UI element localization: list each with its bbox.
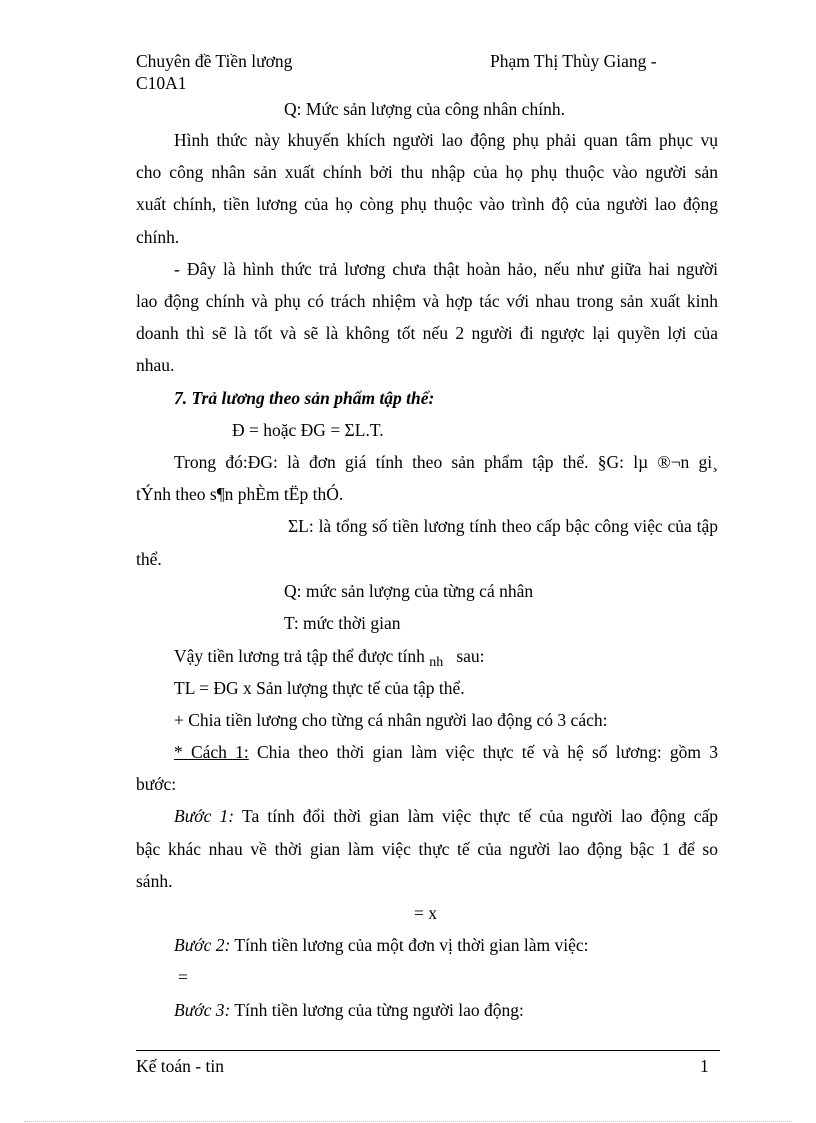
text-span: Ta tính đổi thời gian làm việc thực tế của người lao động cấp xyxy=(234,806,718,826)
paragraph-line: bước: xyxy=(136,774,177,794)
paragraph-line: xuất chính, tiền lương của họ còng phụ thuộc vào trình độ của người lao động xyxy=(136,194,718,214)
definition-line: T: mức thời gian xyxy=(284,613,401,633)
paragraph-line xyxy=(174,741,718,763)
page-number: 1 xyxy=(700,1056,709,1076)
paragraph-line: ΣL: là tổng số tiền lương tính theo cấp bậc công việc của tập xyxy=(288,516,718,536)
header-right: Phạm Thị Thùy Giang - xyxy=(490,51,657,71)
footer-left: Kế toán - tin xyxy=(136,1056,224,1076)
text-span: Tính tiền lương của một đơn vị thời gian làm việc: xyxy=(230,935,589,955)
step-label: Bước 2: xyxy=(174,935,231,955)
paragraph-line: Trong đó:ĐG: là đơn giá tính theo sản phẩm tập thể. §G: lµ ®¬n gi¸ xyxy=(174,452,718,472)
subscript-text: nh xyxy=(429,655,444,670)
header-left-line2: C10A1 xyxy=(136,73,187,93)
step-label: Bước 3: xyxy=(174,1000,231,1020)
equation-fragment: = x xyxy=(414,903,437,923)
paragraph-line xyxy=(174,805,718,827)
paragraph-line: lao động chính và phụ có trách nhiệm và hợp tác với nhau trong sản xuất kinh xyxy=(136,291,718,311)
text-span: Vậy tiền lương trả tập thể được tính xyxy=(174,646,425,666)
paragraph-line xyxy=(174,999,524,1021)
formula-line: Đ = hoặc ĐG = ΣL.T. xyxy=(232,420,384,440)
page-edge-dotted-line xyxy=(24,1121,792,1122)
paragraph-line xyxy=(174,934,588,956)
section-heading: 7. Trả lương theo sản phẩm tập thể: xyxy=(174,388,435,408)
text-span: Chia theo thời gian làm việc thực tế và hệ số lương: gồm 3 xyxy=(248,742,719,762)
paragraph-line: tÝnh theo s¶n phÈm tËp thÓ. xyxy=(136,484,344,504)
paragraph-line xyxy=(174,645,485,670)
formula-line: TL = ĐG x Sản lượng thực tế của tập thể. xyxy=(174,678,465,698)
paragraph-line: chính. xyxy=(136,227,180,247)
paragraph-line: - Đây là hình thức trả lương chưa thật hoàn hảo, nếu như giữa hai người xyxy=(174,259,718,279)
paragraph-line: bậc khác nhau về thời gian làm việc thực tế của người lao động bậc 1 để so xyxy=(136,839,718,859)
paragraph-line: cho công nhân sản xuất chính bởi thu nhập của họ phụ thuộc vào người sản xyxy=(136,162,718,182)
text-span: Tính tiền lương của từng người lao động: xyxy=(230,1000,524,1020)
paragraph-line: doanh thì sẽ là tốt và sẽ là không tốt nếu 2 người đi ngược lại quyền lợi của xyxy=(136,323,718,343)
step-label: Bước 1: xyxy=(174,806,235,826)
equation-fragment: = xyxy=(178,967,188,987)
method-label: * Cách 1: xyxy=(174,742,249,762)
paragraph-line: sánh. xyxy=(136,871,173,891)
paragraph-line: + Chia tiền lương cho từng cá nhân người lao động có 3 cách: xyxy=(174,710,608,730)
q-main-worker-line: Q: Mức sản lượng của công nhân chính. xyxy=(284,99,565,119)
footer-rule xyxy=(136,1050,720,1051)
paragraph-line: nhau. xyxy=(136,355,175,375)
header-left: Chuyên đề Tiền lương xyxy=(136,51,293,71)
text-span: sau: xyxy=(456,646,485,666)
paragraph-line: Hình thức này khuyến khích người lao động phụ phải quan tâm phục vụ xyxy=(174,130,718,150)
paragraph-line: thể. xyxy=(136,549,162,569)
definition-line: Q: mức sản lượng của từng cá nhân xyxy=(284,581,534,601)
